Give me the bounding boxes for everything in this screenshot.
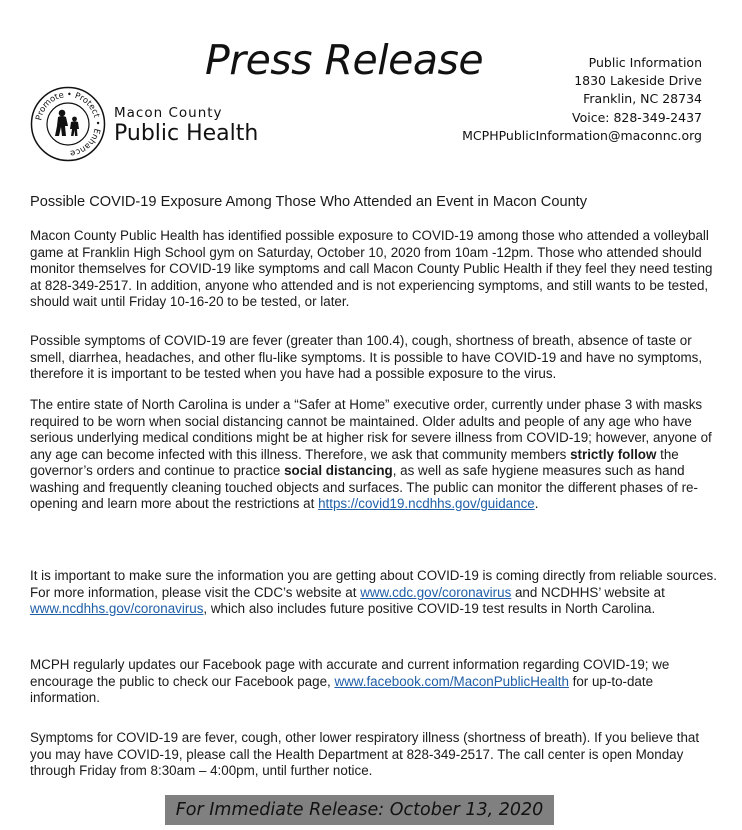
contact-email: MCPHPublicInformation@maconnc.org xyxy=(462,127,702,143)
org-name-line2: Public Health xyxy=(114,121,259,146)
text-segment: the governor’s orders and continue to practice xyxy=(30,446,679,478)
link-ncdhhs-coronavirus[interactable]: www.ncdhhs.gov/coronavirus xyxy=(30,601,204,616)
page-title: Press Release xyxy=(205,36,484,84)
link-facebook-page[interactable]: www.facebook.com/MaconPublicHealth xyxy=(334,673,569,689)
text-segment: MCPH regularly updates our Facebook page with accurate and current information regarding COVID-19; we encourage the public to check our Facebook page, xyxy=(30,657,670,689)
contact-block xyxy=(422,54,702,145)
text-segment: The entire state of North Carolina is under a “Safer at Home” executive order, currently under phase 3 with masks required to be worn when social distancing cannot be maintained. Older adults and people of any age who have serious underlying medical conditions might be at higher risk for severe illness from COVID-19; however, anyone of any age can become infected with this illness. Therefore, we ask that community members xyxy=(30,397,712,462)
family-figures-icon xyxy=(55,110,79,136)
paragraph-call-center: Symptoms for COVID-19 are fever, cough, other lower respiratory illness (shortness of breath). If you believe that you may have COVID-19, please call the Health Department at 828-349-2517. The call center is open Monday through Friday from 8:30am – 4:00pm, until further notice. xyxy=(30,730,700,778)
contact-city: Franklin, NC 28734 xyxy=(583,91,702,107)
paragraph-exposure: Macon County Public Health has identified possible exposure to COVID-19 among those who attended a volleyball game at Franklin High School gym on Saturday, October 10, 2020 from 10am -12pm. Those who attended should monitor themselves for COVID-19 like symptoms and call Macon County Public Health if they feel they need testing at 828-349-2517. In addition, anyone who attended and is not experiencing symptoms, and still wants to be tested, should wait until Friday 10-16-20 to be tested, or later. xyxy=(30,228,713,309)
paragraph-facebook xyxy=(30,657,720,707)
text-segment: and NCDHHS’ website at xyxy=(511,584,665,600)
text-segment: It is important to make sure the information you are getting about COVID-19 is coming directly from reliable sources. For more information, please visit the CDC’s website at xyxy=(30,568,717,600)
article-headline: Possible COVID-19 Exposure Among Those Who Attended an Event in Macon County xyxy=(30,194,588,210)
public-health-seal-logo xyxy=(30,86,106,162)
text-segment: . xyxy=(534,496,539,511)
org-name xyxy=(114,105,258,147)
bold-strictly-follow: strictly follow xyxy=(570,446,657,462)
link-ncdhhs-guidance[interactable]: https://covid19.ncdhhs.gov/guidance xyxy=(318,496,535,511)
link-cdc-coronavirus[interactable]: www.cdc.gov/coronavirus xyxy=(360,584,512,600)
release-date-banner: For Immediate Release: October 13, 2020 xyxy=(165,795,554,825)
text-segment: , as well as safe hygiene measures such as hand washing and frequently cleaning touched objects and surfaces. The public can monitor the different phases of re-opening and learn more about the restrictions at xyxy=(30,463,698,511)
org-name-line1: Macon County xyxy=(114,105,223,121)
contact-street: 1830 Lakeside Drive xyxy=(574,73,702,89)
contact-dept: Public Information xyxy=(588,55,702,70)
text-segment: , which also includes future positive COVID-19 test results in North Carolina. xyxy=(203,601,656,616)
contact-voice: Voice: 828-349-2437 xyxy=(572,109,702,125)
paragraph-symptoms: Possible symptoms of COVID-19 are fever (greater than 100.4), cough, shortness of breath, absence of taste or smell, diarrhea, headaches, and other flu-like symptoms. It is possible to have COVID-19 and have no symptoms, therefore it is important to be tested when you have had a possible exposure to the virus. xyxy=(30,333,703,381)
paragraph-reliable-sources xyxy=(30,568,720,618)
text-segment: for up-to-date information. xyxy=(30,673,654,705)
paragraph-safer-at-home xyxy=(30,397,720,513)
seal-ring-text: Promote • Protect • Enhance xyxy=(33,88,104,159)
bold-social-distancing: social distancing xyxy=(284,463,393,478)
